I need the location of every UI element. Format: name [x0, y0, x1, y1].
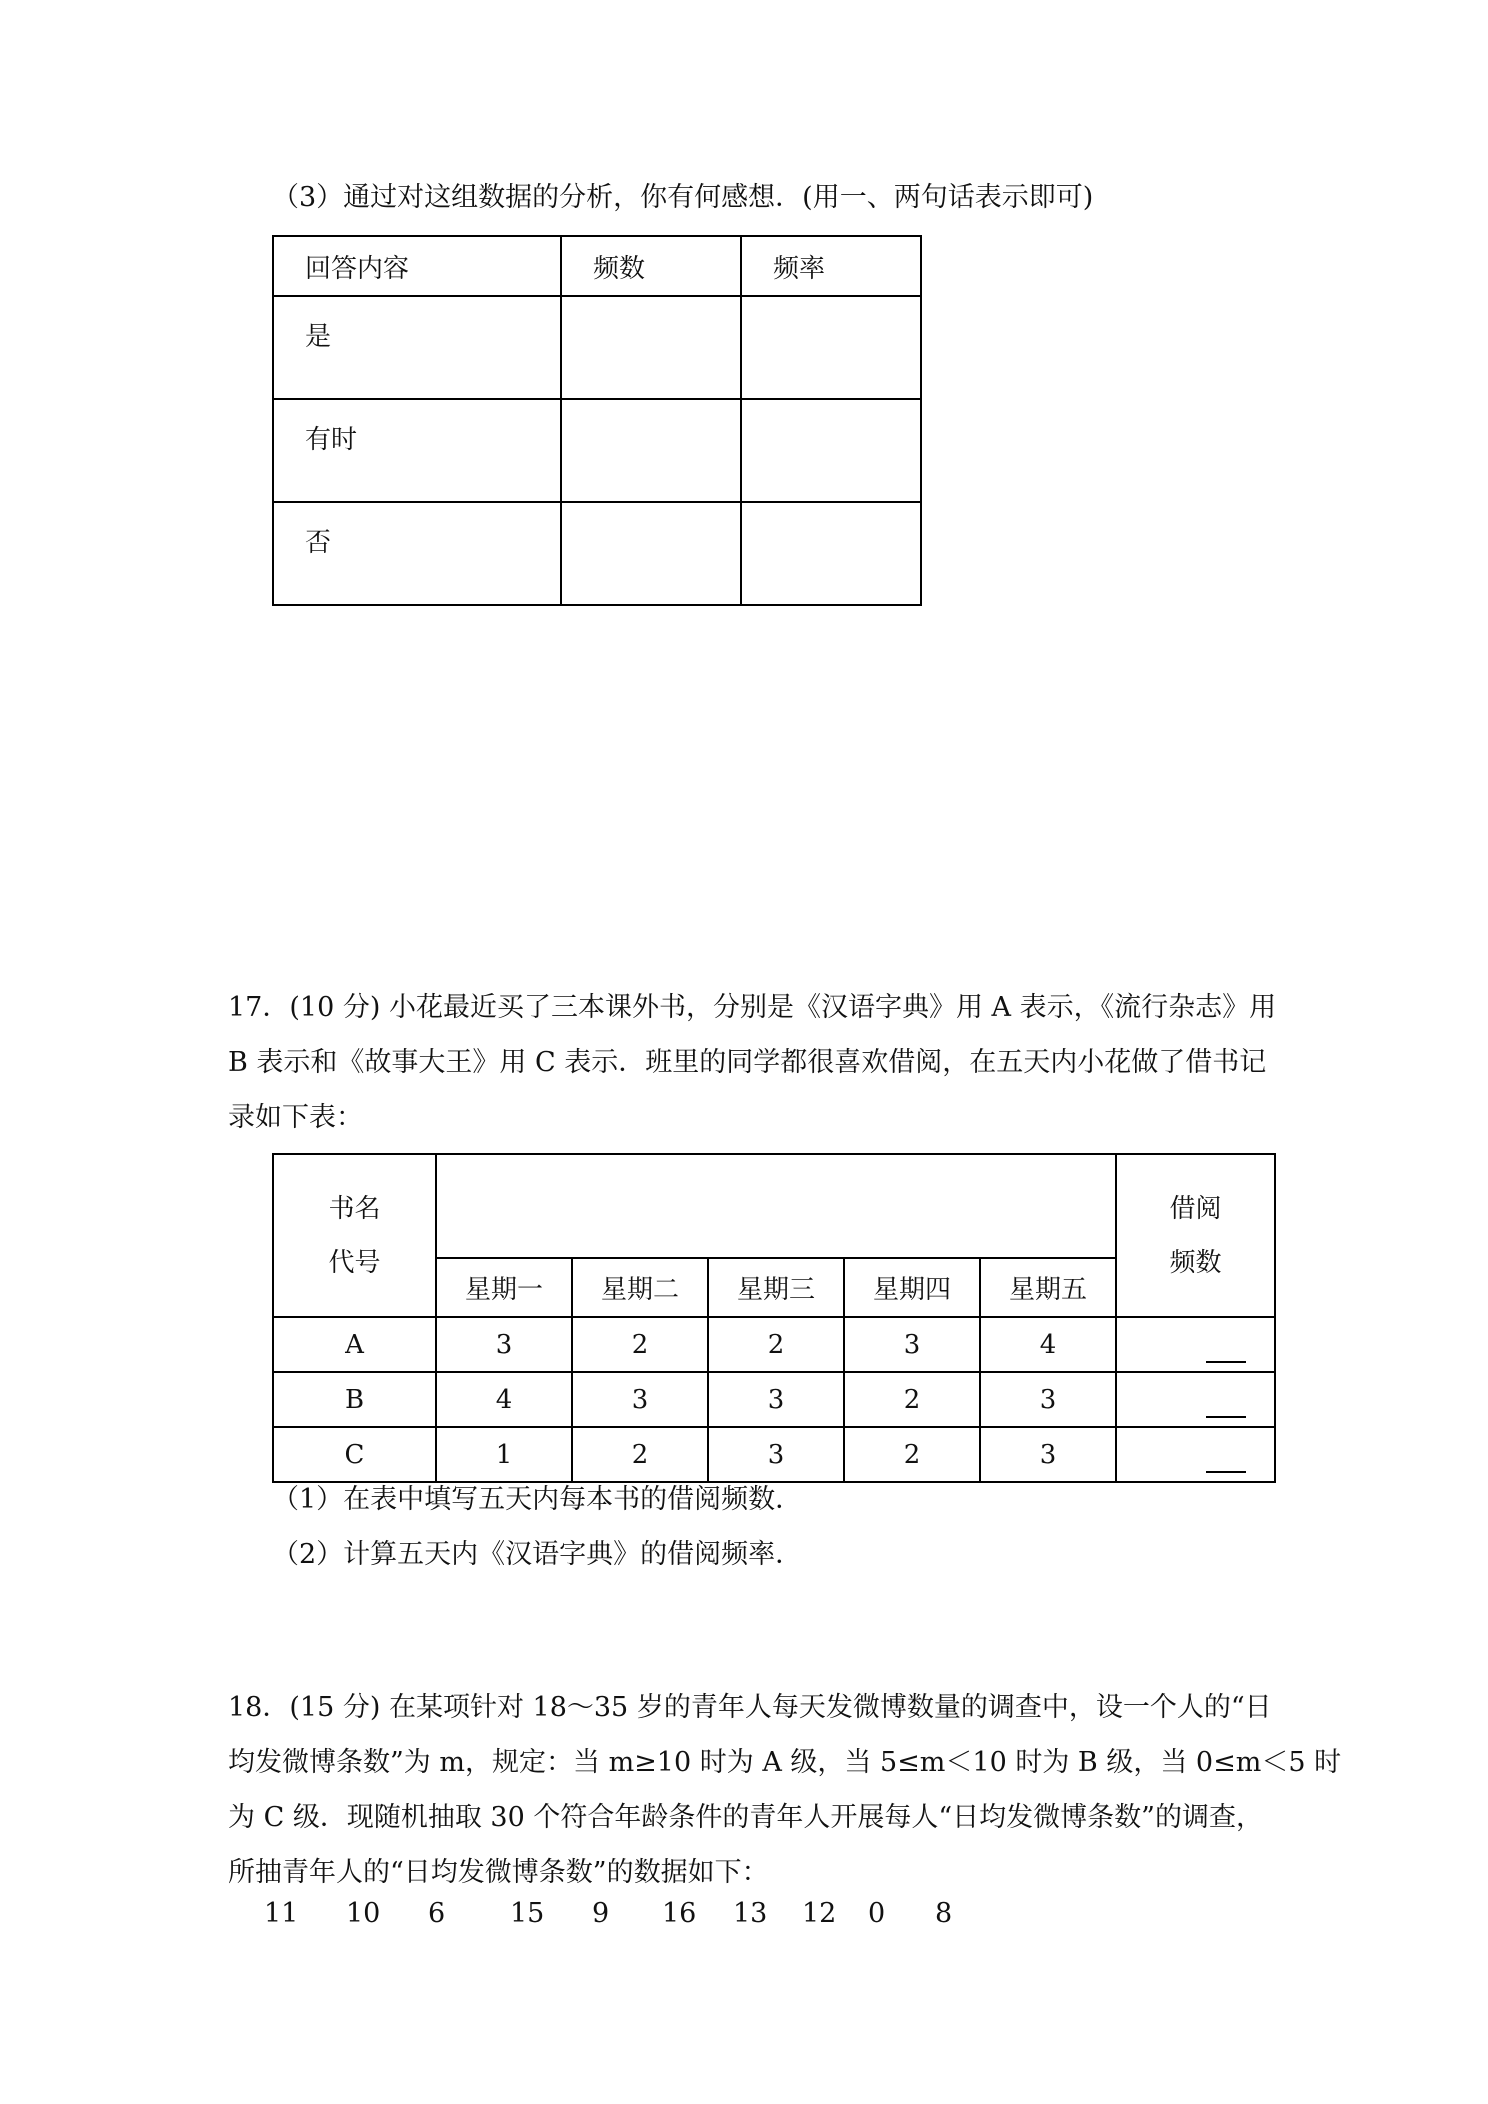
data-value: 6 — [428, 1898, 446, 1929]
empty-cell[interactable] — [561, 502, 741, 605]
data-value: 9 — [592, 1898, 610, 1929]
empty-cell[interactable] — [741, 502, 921, 605]
q18-line4: 所抽青年人的“日均发微博条数”的数据如下： — [228, 1857, 769, 1888]
q16-frequency-table — [272, 235, 922, 606]
table-header-row — [273, 236, 921, 296]
cell-value: 3 — [572, 1372, 708, 1427]
cell-value: 3 — [980, 1427, 1116, 1482]
answer-blank-cell[interactable] — [1116, 1427, 1275, 1482]
table-row — [273, 1317, 1275, 1372]
row-code: C — [273, 1427, 436, 1482]
header-borrow-frequency: 借阅 频数 — [1116, 1154, 1275, 1317]
data-value: 0 — [868, 1898, 886, 1929]
day-header: 星期一 — [436, 1258, 572, 1317]
cell-value: 3 — [436, 1317, 572, 1372]
day-header: 星期四 — [844, 1258, 980, 1317]
q17-part2: （2）计算五天内《汉语字典》的借阅频率． — [272, 1539, 803, 1570]
q16-part3-text: （3）通过对这组数据的分析，你有何感想．(用一、两句话表示即可) — [272, 182, 1094, 213]
row-code: A — [273, 1317, 436, 1372]
q17-part1: （1）在表中填写五天内每本书的借阅频数． — [272, 1484, 803, 1515]
cell-value: 3 — [708, 1427, 844, 1482]
header-book-code: 书名 代号 — [273, 1154, 436, 1317]
cell-value: 3 — [708, 1372, 844, 1427]
cell-value: 2 — [572, 1317, 708, 1372]
cell-value: 3 — [844, 1317, 980, 1372]
answer-blank[interactable] — [1206, 1392, 1246, 1418]
empty-cell[interactable] — [561, 399, 741, 502]
table-row — [273, 1427, 1275, 1482]
q18-line1: 18．(15 分) 在某项针对 18～35 岁的青年人每天发微博数量的调查中，设一个人的“日 — [228, 1692, 1272, 1723]
day-header: 星期二 — [572, 1258, 708, 1317]
cell-value: 4 — [980, 1317, 1116, 1372]
table-row — [273, 399, 921, 502]
row-label: 有时 — [273, 399, 561, 502]
cell-value: 3 — [980, 1372, 1116, 1427]
data-value: 12 — [802, 1898, 837, 1929]
q18-line3: 为 C 级．现随机抽取 30 个符合年龄条件的青年人开展每人“日均发微博条数”的调查， — [228, 1802, 1263, 1833]
data-value: 15 — [510, 1898, 545, 1929]
cell-value: 2 — [572, 1427, 708, 1482]
day-header: 星期三 — [708, 1258, 844, 1317]
answer-blank[interactable] — [1206, 1337, 1246, 1363]
empty-cell[interactable] — [561, 296, 741, 399]
data-value: 13 — [733, 1898, 768, 1929]
answer-blank[interactable] — [1206, 1447, 1246, 1473]
cell-value: 4 — [436, 1372, 572, 1427]
cell-value: 2 — [844, 1372, 980, 1427]
data-value: 16 — [662, 1898, 697, 1929]
empty-cell[interactable] — [741, 296, 921, 399]
row-label: 否 — [273, 502, 561, 605]
table-row — [273, 296, 921, 399]
q17-line2: B 表示和《故事大王》用 C 表示．班里的同学都很喜欢借阅，在五天内小花做了借书记 — [228, 1047, 1267, 1078]
row-label: 是 — [273, 296, 561, 399]
data-value: 11 — [264, 1898, 299, 1929]
header-blank — [436, 1154, 1116, 1258]
empty-cell[interactable] — [741, 399, 921, 502]
q17-borrow-table — [272, 1153, 1276, 1483]
answer-blank-cell[interactable] — [1116, 1372, 1275, 1427]
answer-blank-cell[interactable] — [1116, 1317, 1275, 1372]
q17-line1: 17．(10 分) 小花最近买了三本课外书，分别是《汉语字典》用 A 表示，《流行杂志》用 — [228, 992, 1277, 1023]
q18-line2: 均发微博条数”为 m，规定：当 m≥10 时为 A 级，当 5≤m＜10 时为 B 级，当 0≤m＜5 时 — [228, 1747, 1342, 1778]
data-value: 10 — [346, 1898, 381, 1929]
header-answer: 回答内容 — [273, 236, 561, 296]
table-header-row — [273, 1154, 1275, 1258]
table-row — [273, 502, 921, 605]
day-header: 星期五 — [980, 1258, 1116, 1317]
data-value: 8 — [935, 1898, 953, 1929]
cell-value: 1 — [436, 1427, 572, 1482]
header-frequency-rate: 频率 — [741, 236, 921, 296]
cell-value: 2 — [844, 1427, 980, 1482]
header-frequency-count: 频数 — [561, 236, 741, 296]
cell-value: 2 — [708, 1317, 844, 1372]
table-row — [273, 1372, 1275, 1427]
q17-line3: 录如下表： — [228, 1102, 363, 1133]
row-code: B — [273, 1372, 436, 1427]
